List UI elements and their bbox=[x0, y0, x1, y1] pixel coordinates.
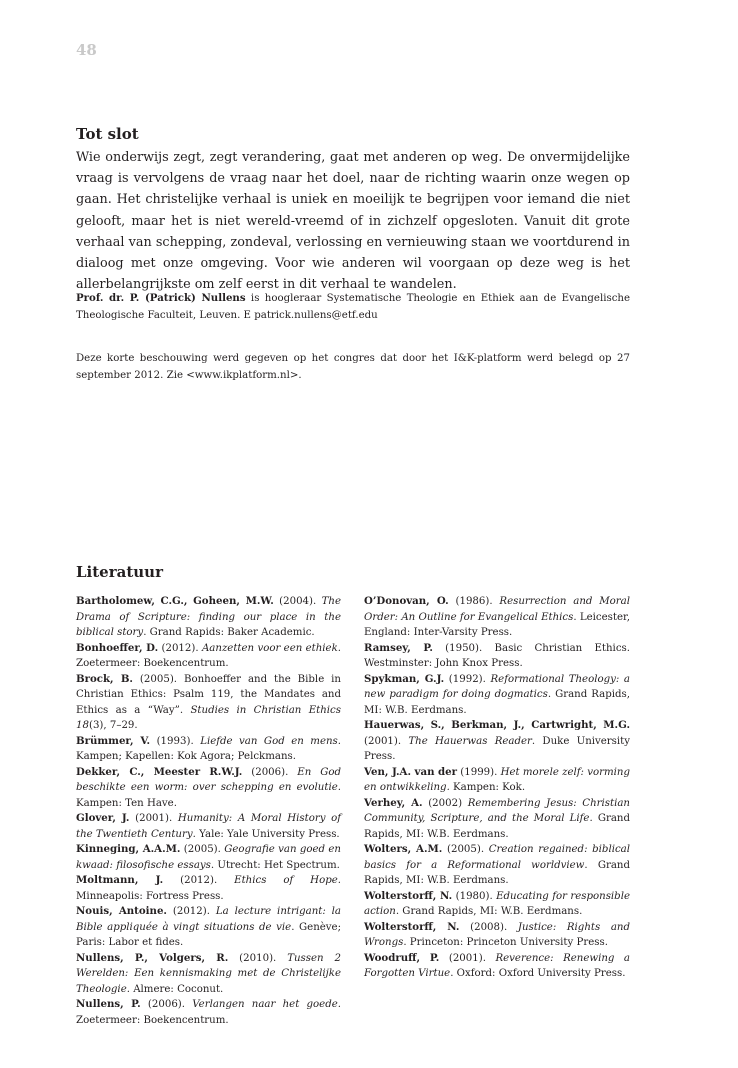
reference-item bbox=[76, 951, 341, 998]
reference-item bbox=[364, 641, 630, 672]
reference-author: Nullens, P. bbox=[76, 998, 141, 1010]
reference-item bbox=[76, 594, 341, 641]
reference-item bbox=[364, 920, 630, 951]
reference-year: (1993). bbox=[150, 735, 201, 747]
reference-year: (1999). bbox=[457, 766, 501, 778]
literature-title: Literatuur bbox=[76, 563, 163, 581]
reference-year: (2012). bbox=[158, 642, 202, 654]
reference-item bbox=[76, 873, 341, 904]
reference-publisher: . Genève; Paris: Labor et fides. bbox=[76, 921, 342, 948]
reference-title: Remembering Jesus: Christian Community, Scripture, and the Moral Life bbox=[364, 797, 630, 824]
reference-publisher: . Minneapolis: Fortress Press. bbox=[76, 875, 342, 902]
reference-author: Wolterstorff, N. bbox=[364, 889, 453, 902]
reference-item bbox=[76, 672, 341, 734]
reference-title: Humanity: A Moral History of the Twentieth Century bbox=[76, 813, 342, 840]
reference-item bbox=[76, 765, 341, 812]
reference-title: Educating for responsible action bbox=[364, 890, 630, 917]
reference-author: Dekker, C., Meester R.W.J. bbox=[76, 765, 243, 778]
reference-title: Aanzetten voor een ethiek bbox=[201, 642, 338, 654]
reference-title: Ethics of Hope bbox=[234, 875, 338, 886]
reference-title: Resurrection and Moral Order: An Outline for Evangelical Ethics bbox=[364, 596, 630, 623]
reference-title: Liefde van God en mens bbox=[200, 735, 338, 747]
reference-item bbox=[76, 904, 341, 951]
reference-title: Geografie van goed en kwaad: filosofische essays bbox=[76, 844, 341, 871]
reference-year: (2001). bbox=[129, 813, 178, 824]
reference-publisher: . Almere: Coconut. bbox=[126, 983, 224, 995]
reference-publisher: . Grand Rapids, MI: W.B. Eerdmans. bbox=[364, 689, 630, 716]
reference-item bbox=[364, 842, 630, 889]
reference-publisher: . Princeton: Princeton University Press. bbox=[403, 937, 608, 948]
footnote: Deze korte beschouwing werd gegeven op het congres dat door het I&K-platform werd belegd op 27 september 2012. Zie <www.ikplatform.nl>. bbox=[76, 353, 630, 381]
reference-title: Reformational Theology: a new paradigm for doing dogmatics bbox=[364, 673, 630, 700]
reference-publisher: . Zoetermeer: Boekencentrum. bbox=[76, 642, 342, 669]
reference-year: (2008). bbox=[459, 921, 518, 933]
page-number: 48 bbox=[76, 41, 97, 59]
reference-item bbox=[364, 796, 630, 843]
reference-item bbox=[76, 997, 341, 1028]
reference-item bbox=[364, 951, 630, 982]
reference-publisher: . Yale: Yale University Press. bbox=[192, 828, 340, 840]
reference-year: (2001). bbox=[439, 952, 496, 964]
reference-publisher: . Grand Rapids, MI: W.B. Eerdmans. bbox=[364, 859, 630, 886]
reference-title: Studies in Christian Ethics 18 bbox=[76, 704, 341, 731]
reference-year: (1980). bbox=[452, 890, 497, 902]
reference-year: (2005). bbox=[180, 844, 225, 855]
reference-publisher: . Grand Rapids, MI: W.B. Eerdmans. bbox=[395, 906, 583, 917]
reference-year: (2006). bbox=[242, 766, 298, 778]
reference-publisher: . Zoetermeer: Boekencentrum. bbox=[76, 999, 341, 1026]
reference-item bbox=[76, 811, 341, 842]
reference-year: (1992). bbox=[444, 673, 491, 685]
reference-author: Kinneging, A.A.M. bbox=[76, 843, 181, 855]
reference-year: (2004). bbox=[273, 596, 322, 607]
reference-author: Brock, B. bbox=[76, 672, 133, 685]
reference-year: (2005). bbox=[442, 844, 489, 855]
reference-author: Ven, J.A. van der bbox=[364, 765, 458, 778]
reference-item bbox=[364, 672, 630, 719]
reference-author: Moltmann, J. bbox=[76, 874, 164, 886]
reference-year: (2012). bbox=[166, 906, 216, 917]
reference-author: Wolters, A.M. bbox=[364, 843, 443, 855]
reference-title: Justice: Rights and Wrongs bbox=[364, 921, 630, 948]
reference-title: The Drama of Scripture: finding our place in the biblical story bbox=[76, 596, 341, 638]
reference-publisher: . Duke University Press. bbox=[364, 735, 631, 762]
reference-publisher: . Oxford: Oxford University Press. bbox=[450, 968, 626, 979]
author-bio bbox=[76, 290, 630, 324]
reference-author: Bonhoeffer, D. bbox=[76, 641, 159, 654]
reference-publisher: . Grand Rapids: Baker Academic. bbox=[143, 627, 315, 638]
reference-publisher: Kampen: Kok. bbox=[449, 782, 526, 793]
reference-publisher: (3), 7–29. bbox=[88, 720, 138, 731]
reference-item bbox=[76, 641, 341, 672]
reference-year: (2012). bbox=[163, 875, 235, 886]
reference-title: Reverence: Renewing a Forgotten Virtue bbox=[364, 952, 631, 979]
section-body: Wie onderwijs zegt, zegt verandering, gaat met anderen op weg. De onvermijdelijke vraag is vervolgens de vraag naar het doel, naar de richting waarin onze wegen op gaan. Het christelijke verhaal is uniek en moeilijk te begrijpen voor iemand die niet gelooft, maar het is niet wereld-vreemd of in zichzelf opgesloten. Vanuit dit grote verhaal van schepping, zondeval, verlossing en vernieuwing staan we voortdurend in dialoog met onze omgeving. Voor wie anderen wil voorgaan op deze weg is het allerbelangrijkste om zelf eerst in dit verhaal te wandelen. bbox=[76, 150, 630, 293]
reference-title: Verlangen naar het goede bbox=[192, 999, 338, 1010]
section-title: Tot slot bbox=[76, 125, 139, 143]
reference-author: Hauerwas, S., Berkman, J., Cartwright, M.G. bbox=[364, 719, 630, 731]
reference-year: (2006). bbox=[140, 999, 193, 1010]
reference-publisher: . Kampen; Kapellen: Kok Agora; Pelckmans. bbox=[76, 735, 342, 762]
reference-title: The Hauerwas Reader bbox=[408, 735, 532, 747]
reference-title: Tussen 2 Werelden: Een kennismaking met de Christelijke Theologie bbox=[76, 952, 341, 995]
reference-year: (2010). bbox=[228, 952, 288, 964]
author-name: Prof. dr. P. (Patrick) Nullens bbox=[76, 292, 246, 304]
reference-title: Het morele zelf: vorming en ontwikkeling. bbox=[364, 766, 630, 793]
author-bio-text: is hoogleraar Systematische Theologie en Ethiek aan de Evangelische Theologische Faculteit, Leuven. E patrick.nullens@etf.edu bbox=[76, 293, 630, 321]
reference-item bbox=[364, 765, 630, 796]
reference-author: Woodruff, P. bbox=[364, 951, 440, 964]
reference-author: Brümmer, V. bbox=[76, 734, 151, 747]
reference-item bbox=[364, 594, 630, 641]
reference-item bbox=[364, 889, 630, 920]
reference-author: Wolterstorff, N. bbox=[364, 920, 460, 933]
reference-author: O’Donovan, O. bbox=[364, 595, 449, 607]
reference-author: Verhey, A. bbox=[364, 796, 423, 809]
reference-publisher: . Grand Rapids, MI: W.B. Eerdmans. bbox=[364, 813, 630, 840]
reference-publisher: . Leicester, England: Inter-Varsity Press. bbox=[364, 611, 630, 638]
reference-item bbox=[76, 842, 341, 873]
reference-publisher: . Kampen: Ten Have. bbox=[76, 782, 341, 809]
reference-year: (1986). bbox=[448, 596, 500, 607]
reference-author: Nullens, P., Volgers, R. bbox=[76, 951, 229, 964]
reference-author: Bartholomew, C.G., Goheen, M.W. bbox=[76, 595, 274, 607]
reference-year: (2005). Bonhoeffer and the Bible in Christian Ethics: Psalm 119, the Mandates and Ethics as a “Way”. bbox=[76, 673, 341, 716]
reference-author: Nouis, Antoine. bbox=[76, 905, 167, 917]
reference-item bbox=[76, 734, 341, 765]
reference-year: (2001). bbox=[364, 735, 409, 747]
reference-author: Glover, J. bbox=[76, 812, 130, 824]
reference-publisher: . Utrecht: Het Spectrum. bbox=[210, 859, 340, 871]
reference-year: (2002) bbox=[422, 797, 468, 809]
reference-title: La lecture intrigant: la Bible appliquée à vingt situations de vie bbox=[76, 906, 342, 933]
reference-year: (1950). Basic Christian Ethics. Westminster: John Knox Press. bbox=[364, 642, 630, 669]
reference-author: Ramsey, P. bbox=[364, 641, 433, 654]
references-left-column bbox=[76, 594, 341, 1028]
reference-author: Spykman, G.J. bbox=[364, 672, 445, 685]
references-right-column bbox=[364, 594, 630, 982]
reference-title: En God beschikte een worm: over schepping en evolutie bbox=[76, 766, 342, 793]
reference-item bbox=[364, 718, 630, 765]
reference-title: Creation regained: biblical basics for a Reformational worldview bbox=[364, 844, 630, 871]
